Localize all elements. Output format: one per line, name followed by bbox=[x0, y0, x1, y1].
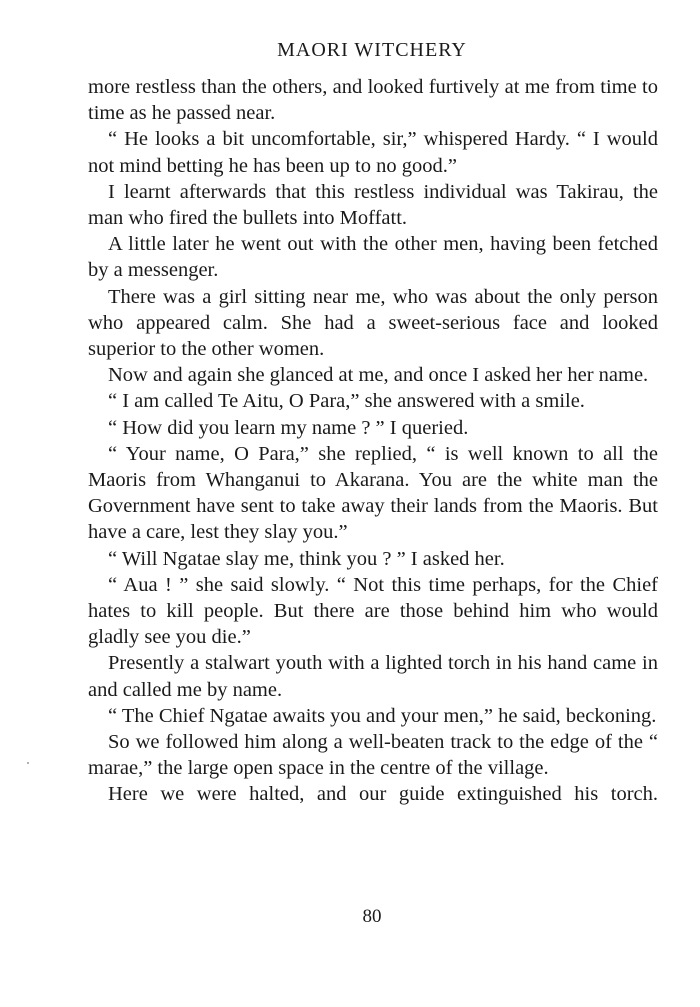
paragraph: Here we were halted, and our guide extinguished his torch. bbox=[108, 783, 658, 806]
body-text bbox=[88, 74, 658, 808]
paragraph: A little later he went out with the other men, having been fetched by a messenger. bbox=[88, 233, 658, 282]
paragraph: “ Your name, O Para,” she replied, “ is well known to all the Maoris from Whanganui to Akarana. You are the white man the Government have sent to take away their lands from the Maoris. But have a care, lest they slay you.” bbox=[88, 442, 658, 544]
paragraph: Presently a stalwart youth with a lighted torch in his hand came in and called me by name. bbox=[88, 652, 658, 701]
paragraph: “ The Chief Ngatae awaits you and your men,” he said, beckoning. bbox=[108, 704, 657, 727]
paragraph: “ How did you learn my name ? ” I queried. bbox=[108, 416, 469, 439]
paragraph: more restless than the others, and looked furtively at me from time to time as he passed near. bbox=[88, 76, 658, 125]
paragraph: So we followed him along a well-beaten track to the edge of the “ marae,” the large open space in the centre of the village. bbox=[88, 731, 658, 780]
running-head: MAORI WITCHERY bbox=[277, 39, 467, 61]
paragraph: “ Will Ngatae slay me, think you ? ” I asked her. bbox=[108, 547, 505, 570]
paragraph: “ I am called Te Aitu, O Para,” she answered with a smile. bbox=[108, 390, 585, 413]
paragraph: There was a girl sitting near me, who was about the only person who appeared calm. She had a sweet-serious face and looked superior to the other women. bbox=[88, 285, 658, 361]
paragraph: I learnt afterwards that this restless individual was Takirau, the man who fired the bullets into Moffatt. bbox=[88, 180, 658, 230]
paragraph: Now and again she glanced at me, and once I asked her her name. bbox=[108, 364, 649, 387]
paragraph: “ He looks a bit uncomfortable, sir,” whispered Hardy. “ I would not mind betting he has been up to no good.” bbox=[88, 128, 658, 177]
paragraph: “ Aua ! ” she said slowly. “ Not this time perhaps, for the Chief hates to kill people. But there are those behind him who would gladly see you die.” bbox=[88, 573, 658, 649]
scan-speck bbox=[27, 762, 29, 764]
page-number: 80 bbox=[362, 906, 382, 927]
